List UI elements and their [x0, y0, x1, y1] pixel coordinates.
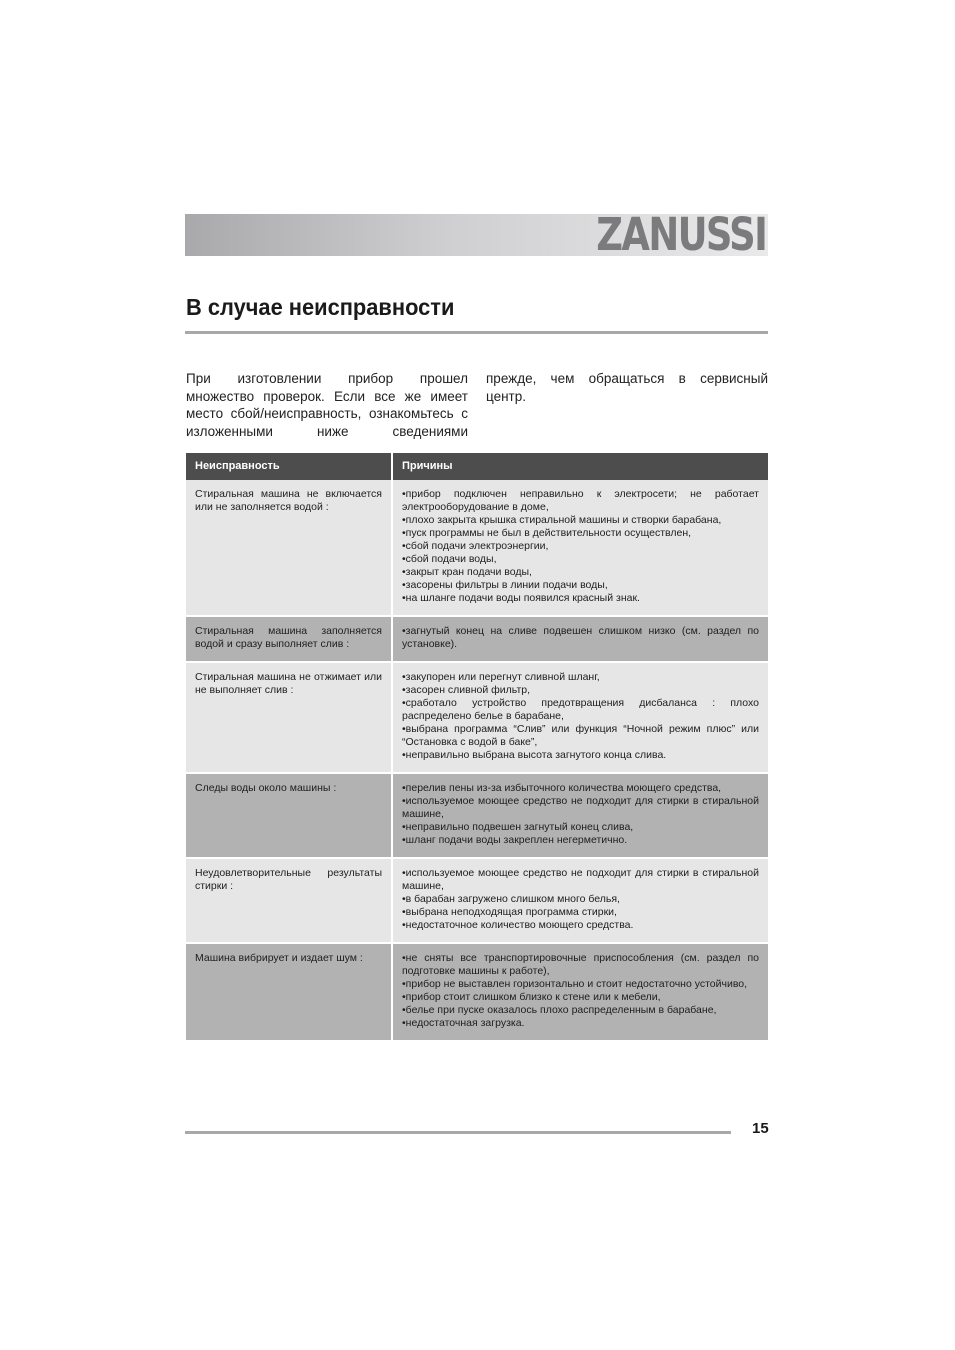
cause-item: •засорен сливной фильтр, — [402, 684, 531, 696]
fault-cell: Следы воды около машины : — [186, 773, 392, 858]
header-bar — [185, 208, 768, 261]
cause-item: •неправильно подвешен загнутый конец слива, — [402, 821, 634, 833]
cause-item: •плохо закрыта крышка стиральной машины и створки барабана, — [402, 514, 722, 526]
cause-item: •на шланге подачи воды появился красный знак. — [402, 592, 640, 604]
cause-item: •прибор подключен неправильно к электросети; не работает электрооборудование в доме, — [402, 488, 759, 513]
cause-item: •загнутый конец на сливе подвешен слишком низко (см. раздел по установке). — [402, 625, 759, 650]
cause-item: •не сняты все транспортировочные приспособления (см. раздел по подготовке машины к работе), — [402, 952, 759, 977]
cause-item: •недостаточное количество моющего средства. — [402, 919, 634, 931]
cause-item: •шланг подачи воды закреплен негерметично. — [402, 834, 628, 846]
fault-cell: Стиральная машина не включается или не заполняется водой : — [186, 480, 392, 616]
brand-logo: ZANUSSI — [596, 208, 766, 261]
cause-item: •выбрана неподходящая программа стирки, — [402, 906, 617, 918]
cause-item: •пуск программы не был в действительности осуществлен, — [402, 527, 692, 539]
fault-cell: Машина вибрирует и издает шум : — [186, 943, 392, 1040]
cause-item: •сбой подачи воды, — [402, 553, 497, 565]
column-header-fault: Неисправность — [186, 453, 392, 480]
cause-item: •сбой подачи электроэнергии, — [402, 540, 549, 552]
causes-cell — [392, 662, 768, 773]
causes-cell — [392, 943, 768, 1040]
causes-cell — [392, 480, 768, 616]
page-number: 15 — [752, 1120, 769, 1137]
title-divider — [185, 331, 768, 334]
cause-item: •выбрана программа “Слив” или функция “Ночной режим плюс” или “Остановка с водой в баке”, — [402, 723, 759, 748]
fault-cell: Стиральная машина заполняется водой и сразу выполняет слив : — [186, 616, 392, 662]
fault-cell: Неудовлетворительные результаты стирки : — [186, 858, 392, 943]
cause-item: •прибор стоит слишком близко к стене или к мебели, — [402, 991, 661, 1003]
causes-cell — [392, 858, 768, 943]
footer-divider — [185, 1131, 731, 1134]
cause-item: •сработало устройство предотвращения дисбаланса : плохо распределено белье в барабане, — [402, 697, 759, 722]
cause-item: •закупорен или перегнут сливной шланг, — [402, 671, 600, 683]
cause-item: •прибор не выставлен горизонтально и стоит недостаточно устойчиво, — [402, 978, 748, 990]
cause-item: •закрыт кран подачи воды, — [402, 566, 532, 578]
intro-text-right: прежде, чем обращаться в сервисный центр. — [486, 371, 768, 404]
intro-text-left: При изготовлении прибор прошел множество проверок. Если все же имеет место сбой/неисправность, ознакомьтесь с изложенными ниже сведениями — [186, 371, 468, 439]
cause-item: •белье при пуске оказалось плохо распределенным в барабане, — [402, 1004, 717, 1016]
fault-cell: Стиральная машина не отжимает или не выполняет слив : — [186, 662, 392, 773]
causes-cell — [392, 773, 768, 858]
page-title: В случае неисправности — [186, 294, 455, 320]
cause-item: •недостаточная загрузка. — [402, 1017, 525, 1029]
cause-item: •в барабан загружено слишком много белья, — [402, 893, 620, 905]
troubleshooting-table — [186, 453, 768, 1040]
table-row — [186, 480, 768, 616]
column-header-causes: Причины — [392, 453, 768, 480]
cause-item: •засорены фильтры в линии подачи воды, — [402, 579, 608, 591]
table-body — [186, 480, 768, 1040]
table-row — [186, 858, 768, 943]
causes-cell — [392, 616, 768, 662]
table-row — [186, 616, 768, 662]
cause-item: •используемое моющее средство не подходит для стирки в стиральной машине, — [402, 795, 759, 820]
cause-item: •используемое моющее средство не подходит для стирки в стиральной машине, — [402, 867, 759, 892]
table-row — [186, 773, 768, 858]
cause-item: •неправильно выбрана высота загнутого конца слива. — [402, 749, 667, 761]
table-header-row — [186, 453, 768, 480]
table-row — [186, 943, 768, 1040]
table-row — [186, 662, 768, 773]
cause-item: •перелив пены из-за избыточного количества моющего средства, — [402, 782, 722, 794]
